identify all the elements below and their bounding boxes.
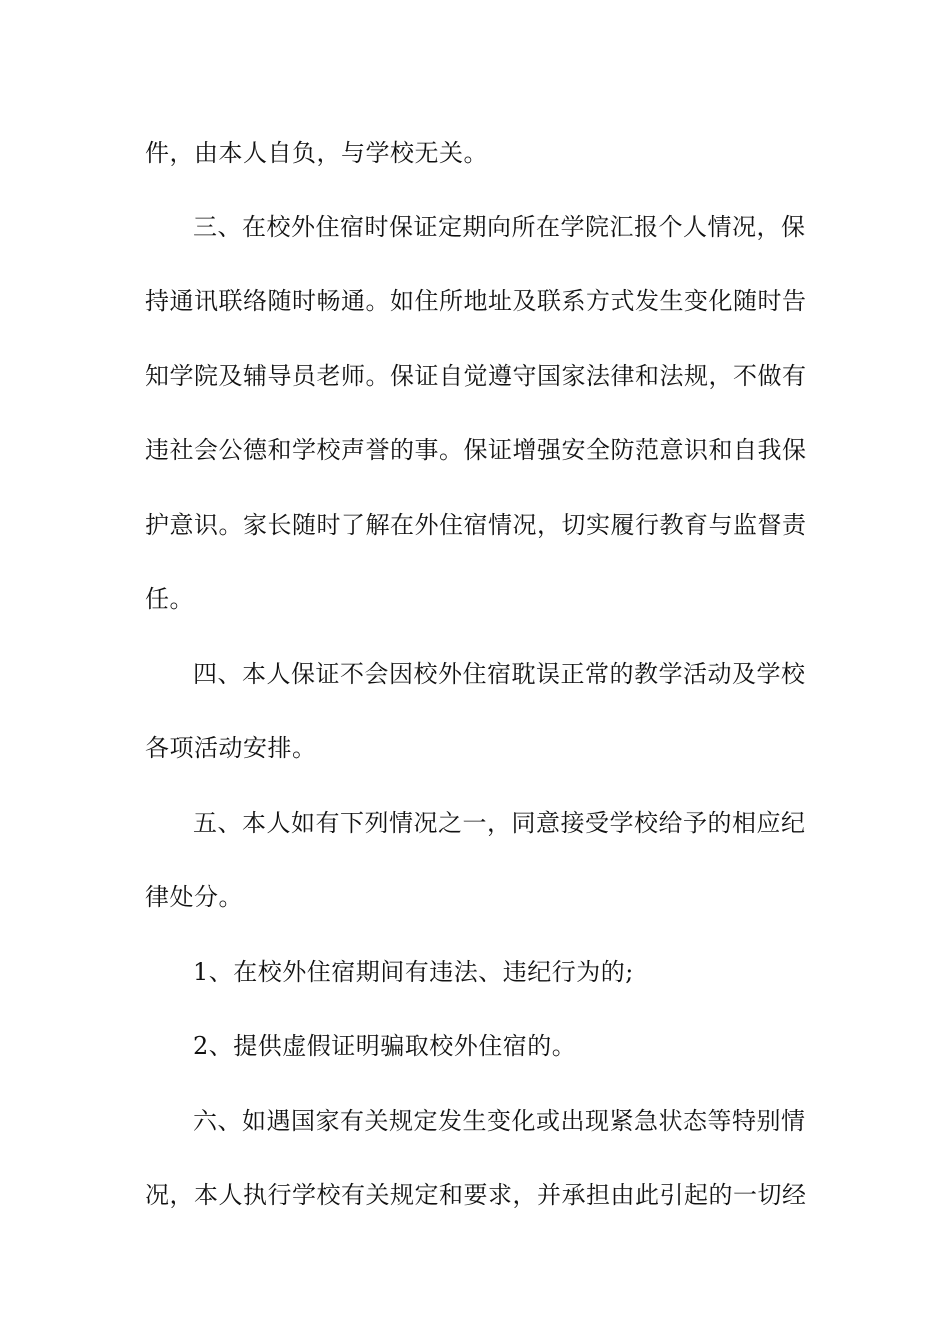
text-line: 持通讯联络随时畅通。如住所地址及联系方式发生变化随时告 — [145, 287, 807, 315]
text-line: 件，由本人自负，与学校无关。 — [145, 139, 488, 167]
paragraph-four-start: 四、本人保证不会因校外住宿耽误正常的教学活动及学校 — [193, 660, 806, 688]
text-line: 各项活动安排。 — [145, 734, 317, 762]
paragraph-five-start: 五、本人如有下列情况之一，同意接受学校给予的相应纪 — [193, 809, 806, 837]
text-line: 任。 — [145, 585, 194, 613]
list-item-2: 2、提供虚假证明骗取校外住宿的。 — [193, 1032, 577, 1060]
text-line: 况，本人执行学校有关规定和要求，并承担由此引起的一切经 — [145, 1181, 807, 1209]
list-item-1: 1、在校外住宿期间有违法、违纪行为的; — [193, 958, 634, 986]
text-line: 护意识。家长随时了解在外住宿情况，切实履行教育与监督责 — [145, 511, 807, 539]
paragraph-six-start: 六、如遇国家有关规定发生变化或出现紧急状态等特别情 — [193, 1107, 806, 1135]
text-line: 律处分。 — [145, 883, 243, 911]
paragraph-three-start: 三、在校外住宿时保证定期向所在学院汇报个人情况，保 — [193, 213, 806, 241]
text-line: 知学院及辅导员老师。保证自觉遵守国家法律和法规，不做有 — [145, 362, 807, 390]
text-line: 违社会公德和学校声誉的事。保证增强安全防范意识和自我保 — [145, 436, 807, 464]
